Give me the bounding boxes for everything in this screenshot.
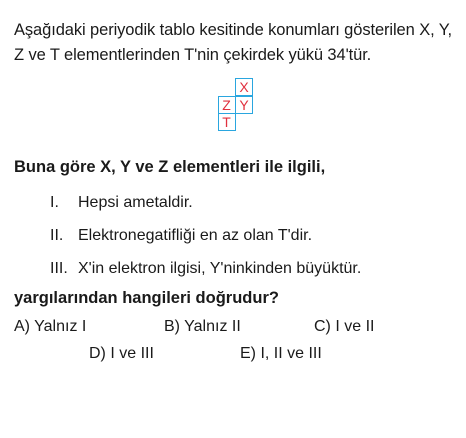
statement-numeral: I. bbox=[50, 194, 59, 211]
statement-text: Hepsi ametaldir. bbox=[78, 194, 193, 211]
question-intro: Aşağıdaki periyodik tablo kesitinde konumları gösterilen X, Y, Z ve T elementlerinden T'nin çekirdek yükü 34'tür. bbox=[14, 21, 453, 64]
cell-t: T bbox=[218, 113, 236, 131]
question-block bbox=[14, 18, 458, 68]
statement-text: X'in elektron ilgisi, Y'ninkinden büyüktür. bbox=[78, 260, 362, 277]
statement-numeral: II. bbox=[50, 227, 64, 244]
statement-item bbox=[50, 194, 361, 227]
option-a[interactable]: A) Yalnız I bbox=[14, 318, 87, 335]
cell-y: Y bbox=[235, 96, 253, 114]
cell-z: Z bbox=[218, 96, 236, 114]
option-e[interactable]: E) I, II ve III bbox=[240, 345, 322, 362]
question-closing: yargılarından hangileri doğrudur? bbox=[14, 289, 279, 307]
option-d[interactable]: D) I ve III bbox=[89, 345, 154, 362]
statement-item bbox=[50, 227, 361, 260]
cell-x: X bbox=[235, 78, 253, 96]
statement-text: Elektronegatifliği en az olan T'dir. bbox=[78, 227, 313, 244]
periodic-table-fragment bbox=[200, 78, 260, 140]
statement-numeral: III. bbox=[50, 260, 68, 277]
option-b[interactable]: B) Yalnız II bbox=[164, 318, 241, 335]
statement-list bbox=[50, 194, 361, 293]
question-stem: Buna göre X, Y ve Z elementleri ile ilgili, bbox=[14, 158, 326, 176]
option-c[interactable]: C) I ve II bbox=[314, 318, 375, 335]
